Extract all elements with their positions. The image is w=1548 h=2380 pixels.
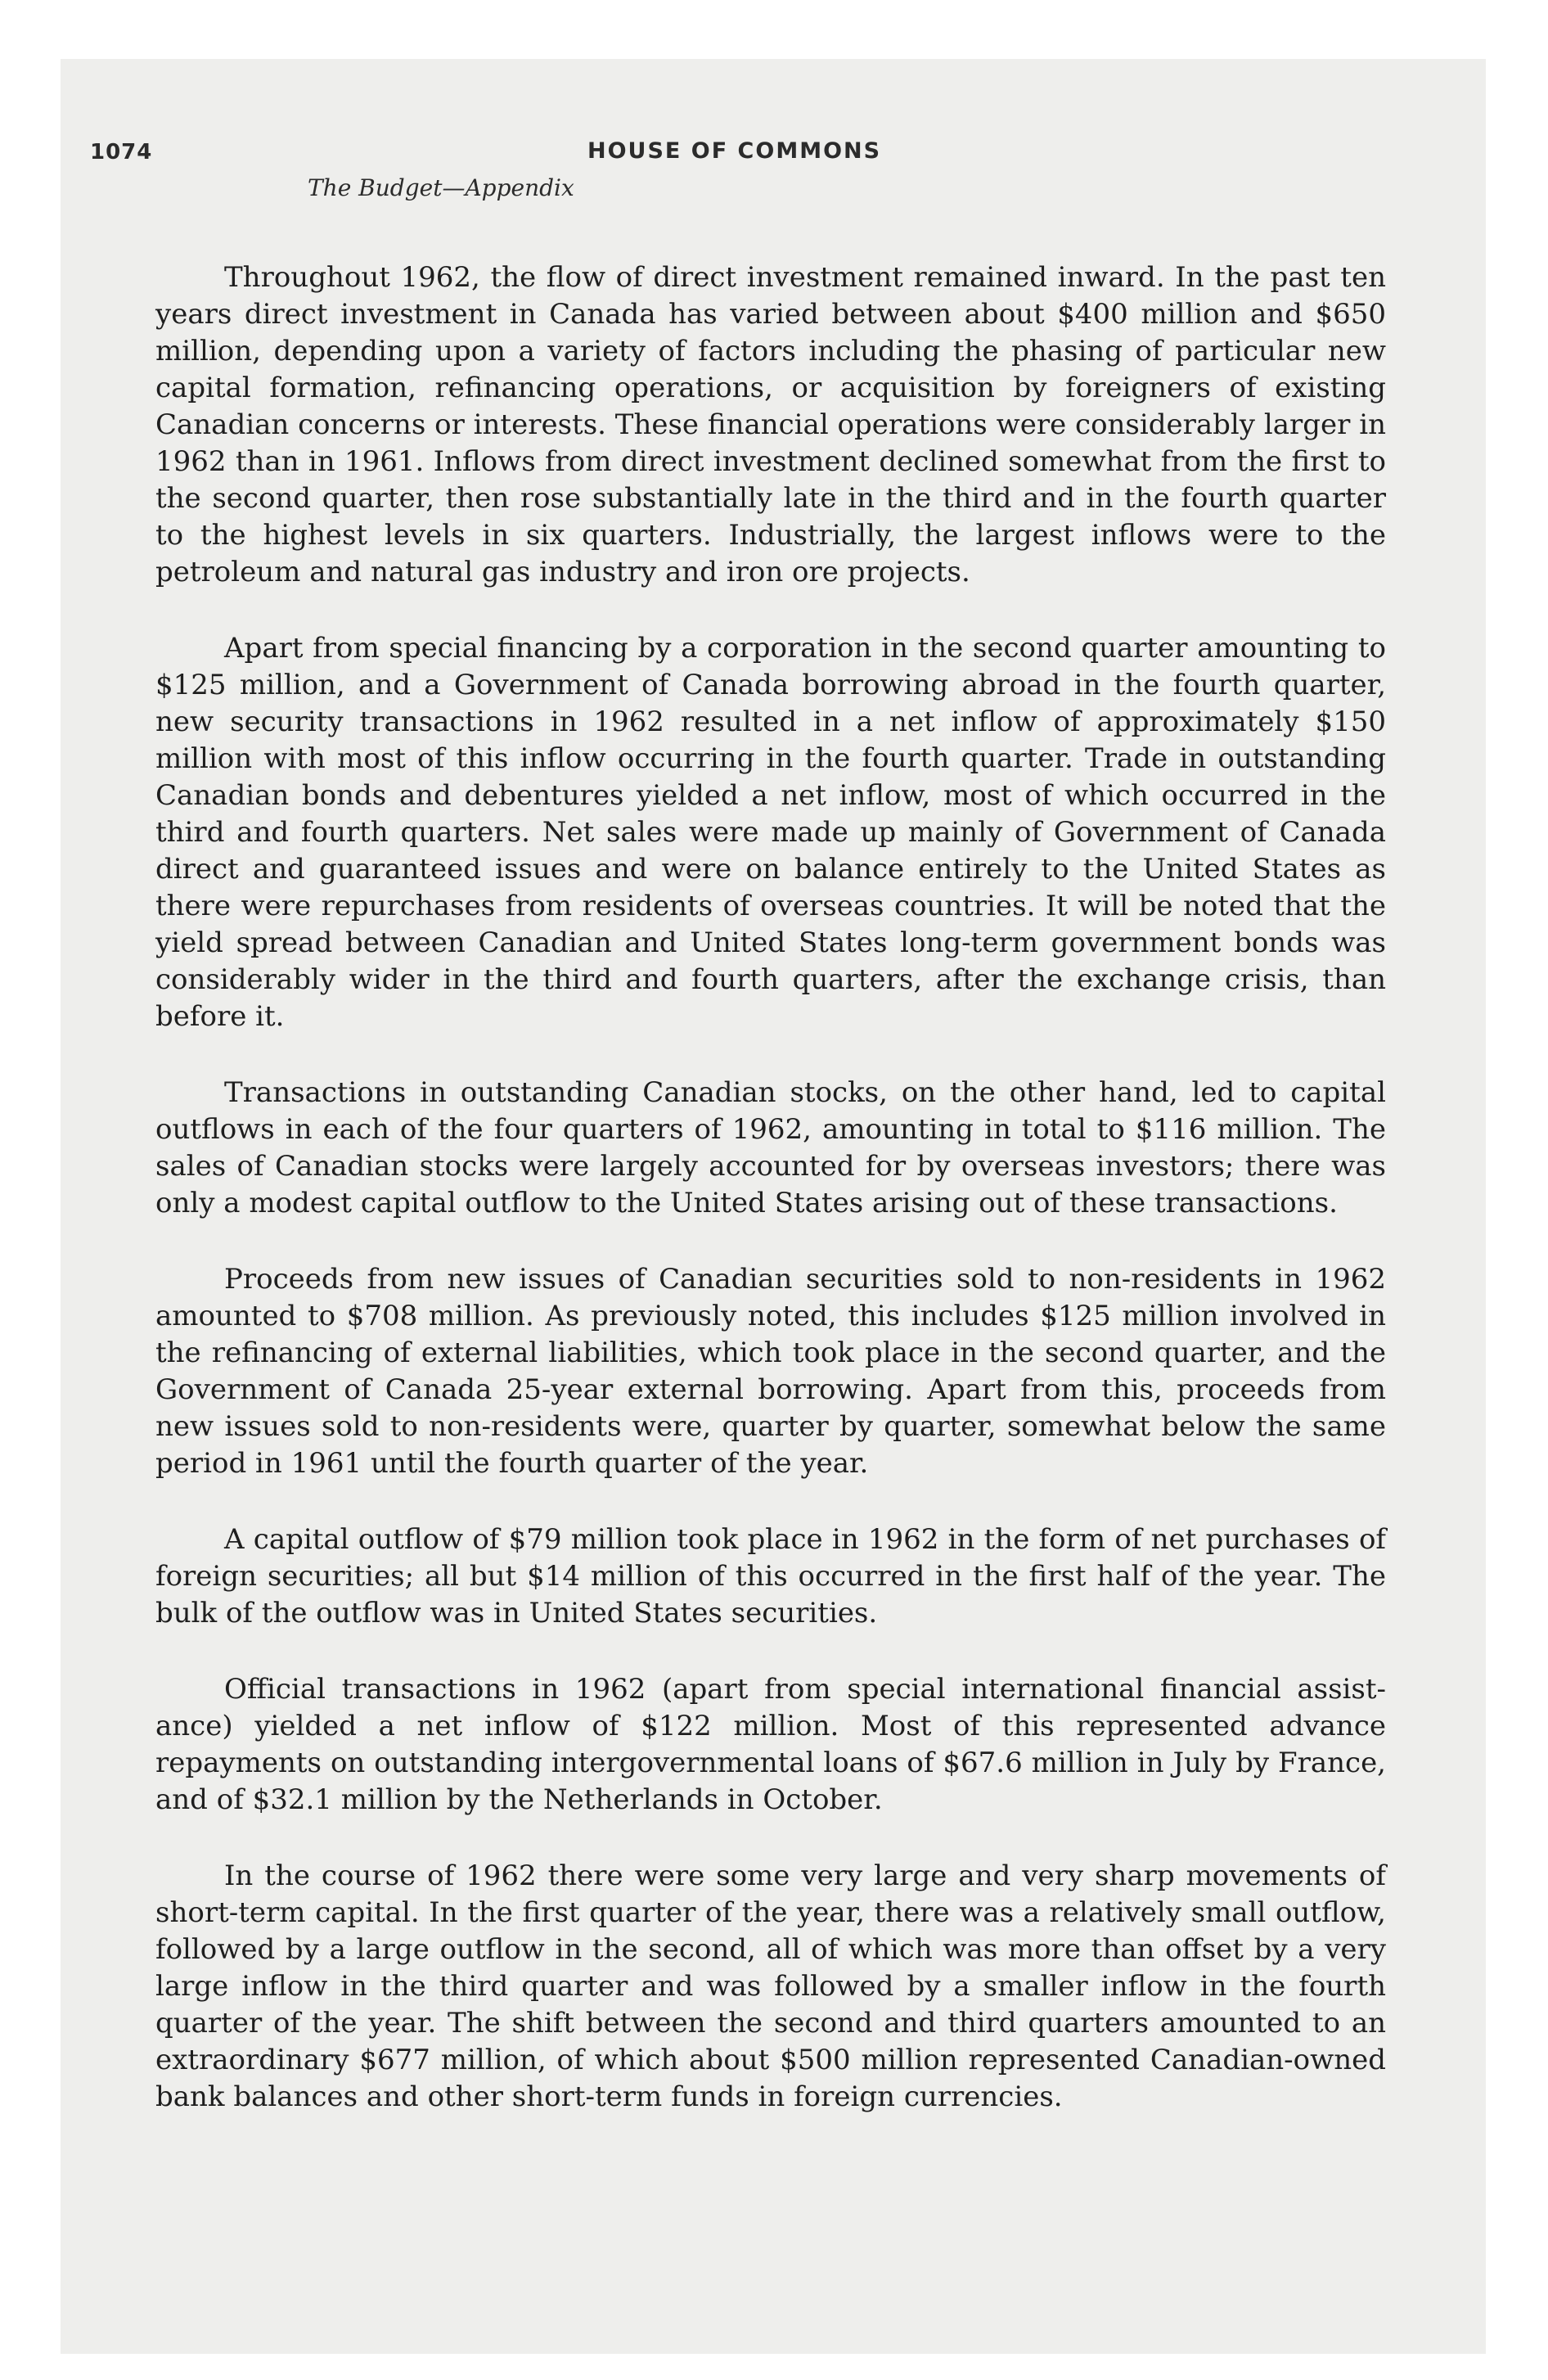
paragraph-direct-investment: Throughout 1962, the flow of direct investment remained inward. In the past ten years direct investment in Canada has varied between about $400 million and $650 million, depending upon a variety of factors including the phasing of particular new capital formation, refinancing operations, or acquisition by foreigners of existing Canadian concerns or interests. These financial operations were considerably larger in 1962 than in 1961. Inflows from direct investment declined somewhat from the first to the second quarter, then rose substantially late in the third and in the fourth quarter to the highest levels in six quarters. Industrially, the largest inflows were to the petroleum and natural gas industry and iron ore projects. — [155, 261, 1386, 588]
paragraph-outstanding-stocks: Transactions in outstanding Canadian stocks, on the other hand, led to capital outflows in each of the four quarters of 1962, amounting in total to $116 million. The sales of Canadian stocks were largely accounted for by overseas investors; there was only a modest capital outflow to the United States arising out of these transactions. — [155, 1076, 1386, 1219]
paragraph-foreign-securities: A capital outflow of $79 million took place in 1962 in the form of net purchases of foreign securities; all but $14 million of this occurred in the first half of the year. The bulk of the outflow was in United States securities. — [155, 1523, 1386, 1629]
running-title: HOUSE OF COMMONS — [587, 138, 882, 164]
body-text — [155, 259, 1386, 2116]
section-title: The Budget—Appendix — [308, 174, 574, 201]
paragraph-official-transactions: Official transactions in 1962 (apart from special international financial assistance) yielded a net inflow of $122 million. Most of this represented advance repayments on outstanding intergovernmental loans of $67.6 million in July by France, and of $32.1 million by the Netherlands in October. — [155, 1673, 1386, 1816]
paragraph-new-issues: Proceeds from new issues of Canadian securities sold to non-residents in 1962 amounted to $708 million. As previously noted, this includes $125 million involved in the refinancing of external liabilities, which took place in the second quarter, and the Government of Canada 25-year external borrowing. Apart from this, proceeds from new issues sold to non-residents were, quarter by quarter, somewhat below the same period in 1961 until the fourth quarter of the year. — [155, 1263, 1386, 1480]
document-page — [90, 135, 1386, 2155]
paragraph-security-transactions: Apart from special financing by a corporation in the second quarter amounting to $125 million, and a Government of Canada borrowing abroad in the fourth quarter, new security transactions in 1962 resulted in a net inflow of approximately $150 million with most of this inflow occurring in the fourth quarter. Trade in outstanding Canadian bonds and debentures yielded a net inflow, most of which occurred in the third and fourth quarters. Net sales were made up mainly of Government of Canada direct and guaranteed issues and were on balance entirely to the United States as there were repurchases from residents of overseas countries. It will be noted that the yield spread between Canadian and United States long-term government bonds was considerably wider in the third and fourth quarters, after the exchange crisis, than before it. — [155, 632, 1386, 1033]
page-number: 1074 — [90, 140, 153, 165]
page-header — [90, 135, 1386, 210]
paragraph-short-term-capital: In the course of 1962 there were some very large and very sharp movements of short-term capital. In the first quarter of the year, there was a relatively small outflow, followed by a large outflow in the second, all of which was more than offset by a very large inflow in the third quarter and was followed by a smaller inflow in the fourth quarter of the year. The shift between the second and third quarters amounted to an extraordinary $677 million, of which about $500 million represented Canadian-owned bank balances and other short-term funds in foreign currencies. — [155, 1859, 1386, 2113]
